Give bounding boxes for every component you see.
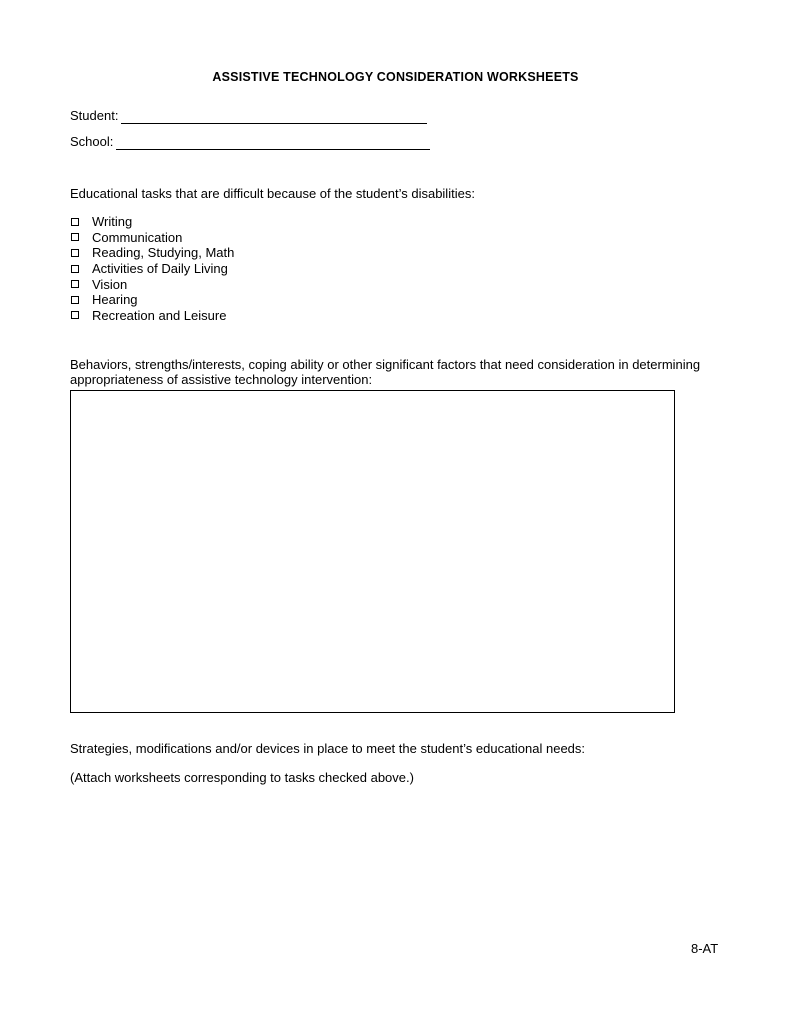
- task-label: Communication: [92, 229, 183, 245]
- task-item-reading-studying-math[interactable]: [70, 245, 234, 261]
- task-label: Reading, Studying, Math: [92, 245, 235, 261]
- task-item-vision[interactable]: [70, 276, 234, 292]
- school-field: [70, 134, 430, 150]
- tasks-intro: Educational tasks that are difficult because of the student’s disabilities:: [70, 186, 475, 201]
- behaviors-prompt-line1: Behaviors, strengths/interests, coping ability or other significant factors that need consideration in determining: [70, 357, 701, 372]
- task-item-communication[interactable]: [70, 230, 234, 246]
- task-checklist: [70, 214, 234, 323]
- checkbox-icon[interactable]: [71, 233, 79, 241]
- checkbox-icon[interactable]: [71, 296, 79, 304]
- behaviors-prompt-line2: appropriateness of assistive technology intervention:: [70, 372, 373, 387]
- student-input-line[interactable]: [121, 110, 427, 124]
- task-item-hearing[interactable]: [70, 292, 234, 308]
- checkbox-icon[interactable]: [71, 265, 79, 273]
- task-item-activities-daily-living[interactable]: [70, 261, 234, 277]
- task-item-recreation-leisure[interactable]: [70, 308, 234, 324]
- behaviors-prompt: [70, 357, 700, 387]
- page-title: ASSISTIVE TECHNOLOGY CONSIDERATION WORKSHEETS: [212, 70, 579, 84]
- task-label: Writing: [92, 214, 133, 230]
- student-field: [70, 108, 427, 124]
- task-item-writing[interactable]: [70, 214, 234, 230]
- student-label: Student:: [70, 108, 119, 123]
- checkbox-icon[interactable]: [71, 249, 79, 257]
- task-label: Vision: [92, 276, 128, 292]
- school-input-line[interactable]: [116, 136, 430, 150]
- task-label: Activities of Daily Living: [92, 261, 228, 277]
- task-label: Hearing: [92, 292, 138, 308]
- strategies-prompt: Strategies, modifications and/or devices in place to meet the student’s educational needs:: [70, 741, 586, 756]
- task-label: Recreation and Leisure: [92, 307, 227, 323]
- school-label: School:: [70, 134, 114, 149]
- checkbox-icon[interactable]: [71, 218, 79, 226]
- checkbox-icon[interactable]: [71, 280, 79, 288]
- page-number: 8-AT: [691, 941, 719, 956]
- behaviors-answer-box[interactable]: [70, 390, 675, 713]
- strategies-note: (Attach worksheets corresponding to tasks checked above.): [70, 770, 414, 785]
- checkbox-icon[interactable]: [71, 311, 79, 319]
